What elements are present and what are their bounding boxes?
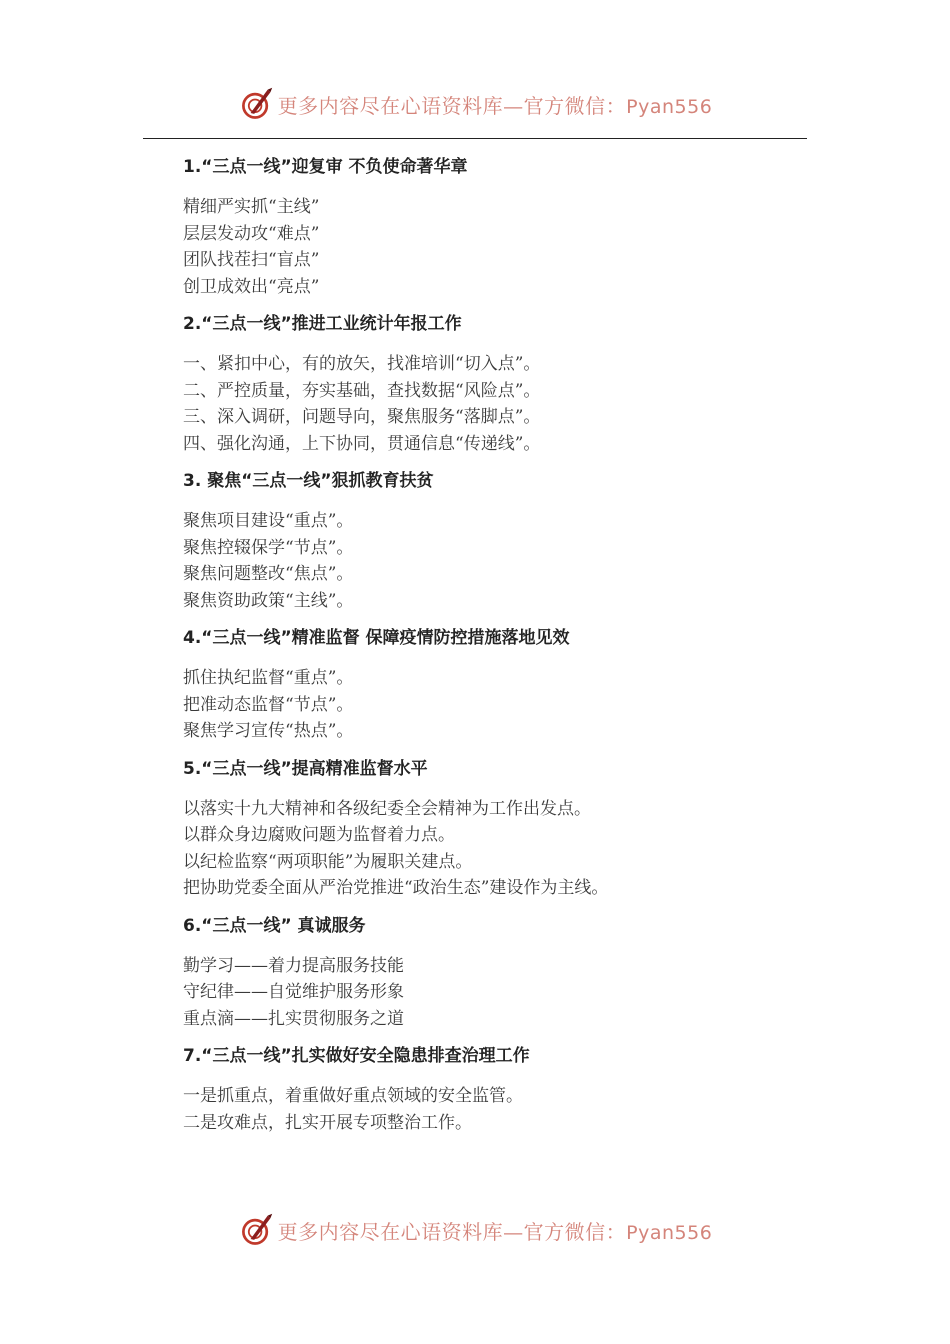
section-line: 四、强化沟通，上下协同，贯通信息“传递线”。 [183, 433, 541, 454]
section-heading: 6.“三点一线” 真诚服务 [183, 915, 366, 936]
section-heading: 4.“三点一线”精准监督 保障疫情防控措施落地见效 [183, 628, 570, 648]
section-heading: 3. 聚焦“三点一线”狠抓教育扶贫 [183, 471, 434, 491]
section-line: 抓住执纪监督“重点”。 [183, 668, 354, 688]
section-line: 一是抓重点，着重做好重点领域的安全监管。 [183, 1086, 523, 1106]
section-6 [183, 913, 823, 1033]
section-2 [183, 311, 823, 457]
section-1 [183, 154, 823, 300]
section-line: 把协助党委全面从严治党推进“政治生态”建设作为主线。 [183, 878, 609, 898]
section-line: 以纪检监察“两项职能”为履职关建点。 [183, 851, 473, 872]
section-line: 层层发动攻“难点” [183, 223, 320, 244]
section-line: 重点滴——扎实贯彻服务之道 [183, 1008, 404, 1029]
section-line: 以落实十九大精神和各级纪委全会精神为工作出发点。 [183, 798, 591, 819]
section-line: 勤学习——着力提高服务技能 [183, 955, 404, 976]
section-5 [183, 756, 823, 902]
banner-text: 更多内容尽在心语资料库—官方微信：Pyan556 [277, 1219, 713, 1244]
section-line: 聚焦学习宣传“热点”。 [183, 721, 354, 741]
section-line: 三、深入调研，问题导向，聚焦服务“落脚点”。 [183, 407, 541, 427]
section-line: 二、严控质量，夯实基础，查找数据“风险点”。 [183, 380, 541, 401]
section-line: 团队找茬扫“盲点” [183, 250, 320, 270]
section-line: 把准动态监督“节点”。 [183, 694, 354, 715]
header-banner [0, 84, 950, 124]
footer-banner [0, 1210, 950, 1250]
section-3 [183, 468, 823, 614]
section-line: 一、紧扣中心，有的放矢，找准培训“切入点”。 [183, 354, 541, 374]
section-line: 二是攻难点，扎实开展专项整治工作。 [183, 1112, 472, 1133]
section-line: 以群众身边腐败问题为监督着力点。 [183, 825, 455, 845]
header-rule [143, 138, 807, 139]
quill-seal-icon [238, 86, 274, 122]
section-heading: 1.“三点一线”迎复审 不负使命著华章 [183, 157, 468, 177]
section-heading: 5.“三点一线”提高精准监督水平 [183, 758, 428, 779]
quill-seal-icon [238, 1212, 274, 1248]
section-line: 聚焦资助政策“主线”。 [183, 590, 354, 611]
section-line: 聚焦问题整改“焦点”。 [183, 564, 354, 584]
section-heading: 2.“三点一线”推进工业统计年报工作 [183, 314, 462, 334]
banner-text: 更多内容尽在心语资料库—官方微信：Pyan556 [277, 93, 713, 118]
section-heading: 7.“三点一线”扎实做好安全隐患排查治理工作 [183, 1046, 530, 1066]
section-line: 聚焦项目建设“重点”。 [183, 511, 354, 531]
section-7 [183, 1043, 823, 1136]
document-body [183, 154, 823, 1147]
section-4 [183, 625, 823, 745]
section-line: 精细严实抓“主线” [183, 197, 320, 217]
section-line: 守纪律——自觉维护服务形象 [183, 982, 404, 1002]
section-line: 创卫成效出“亮点” [183, 276, 320, 297]
section-line: 聚焦控辍保学“节点”。 [183, 537, 354, 558]
